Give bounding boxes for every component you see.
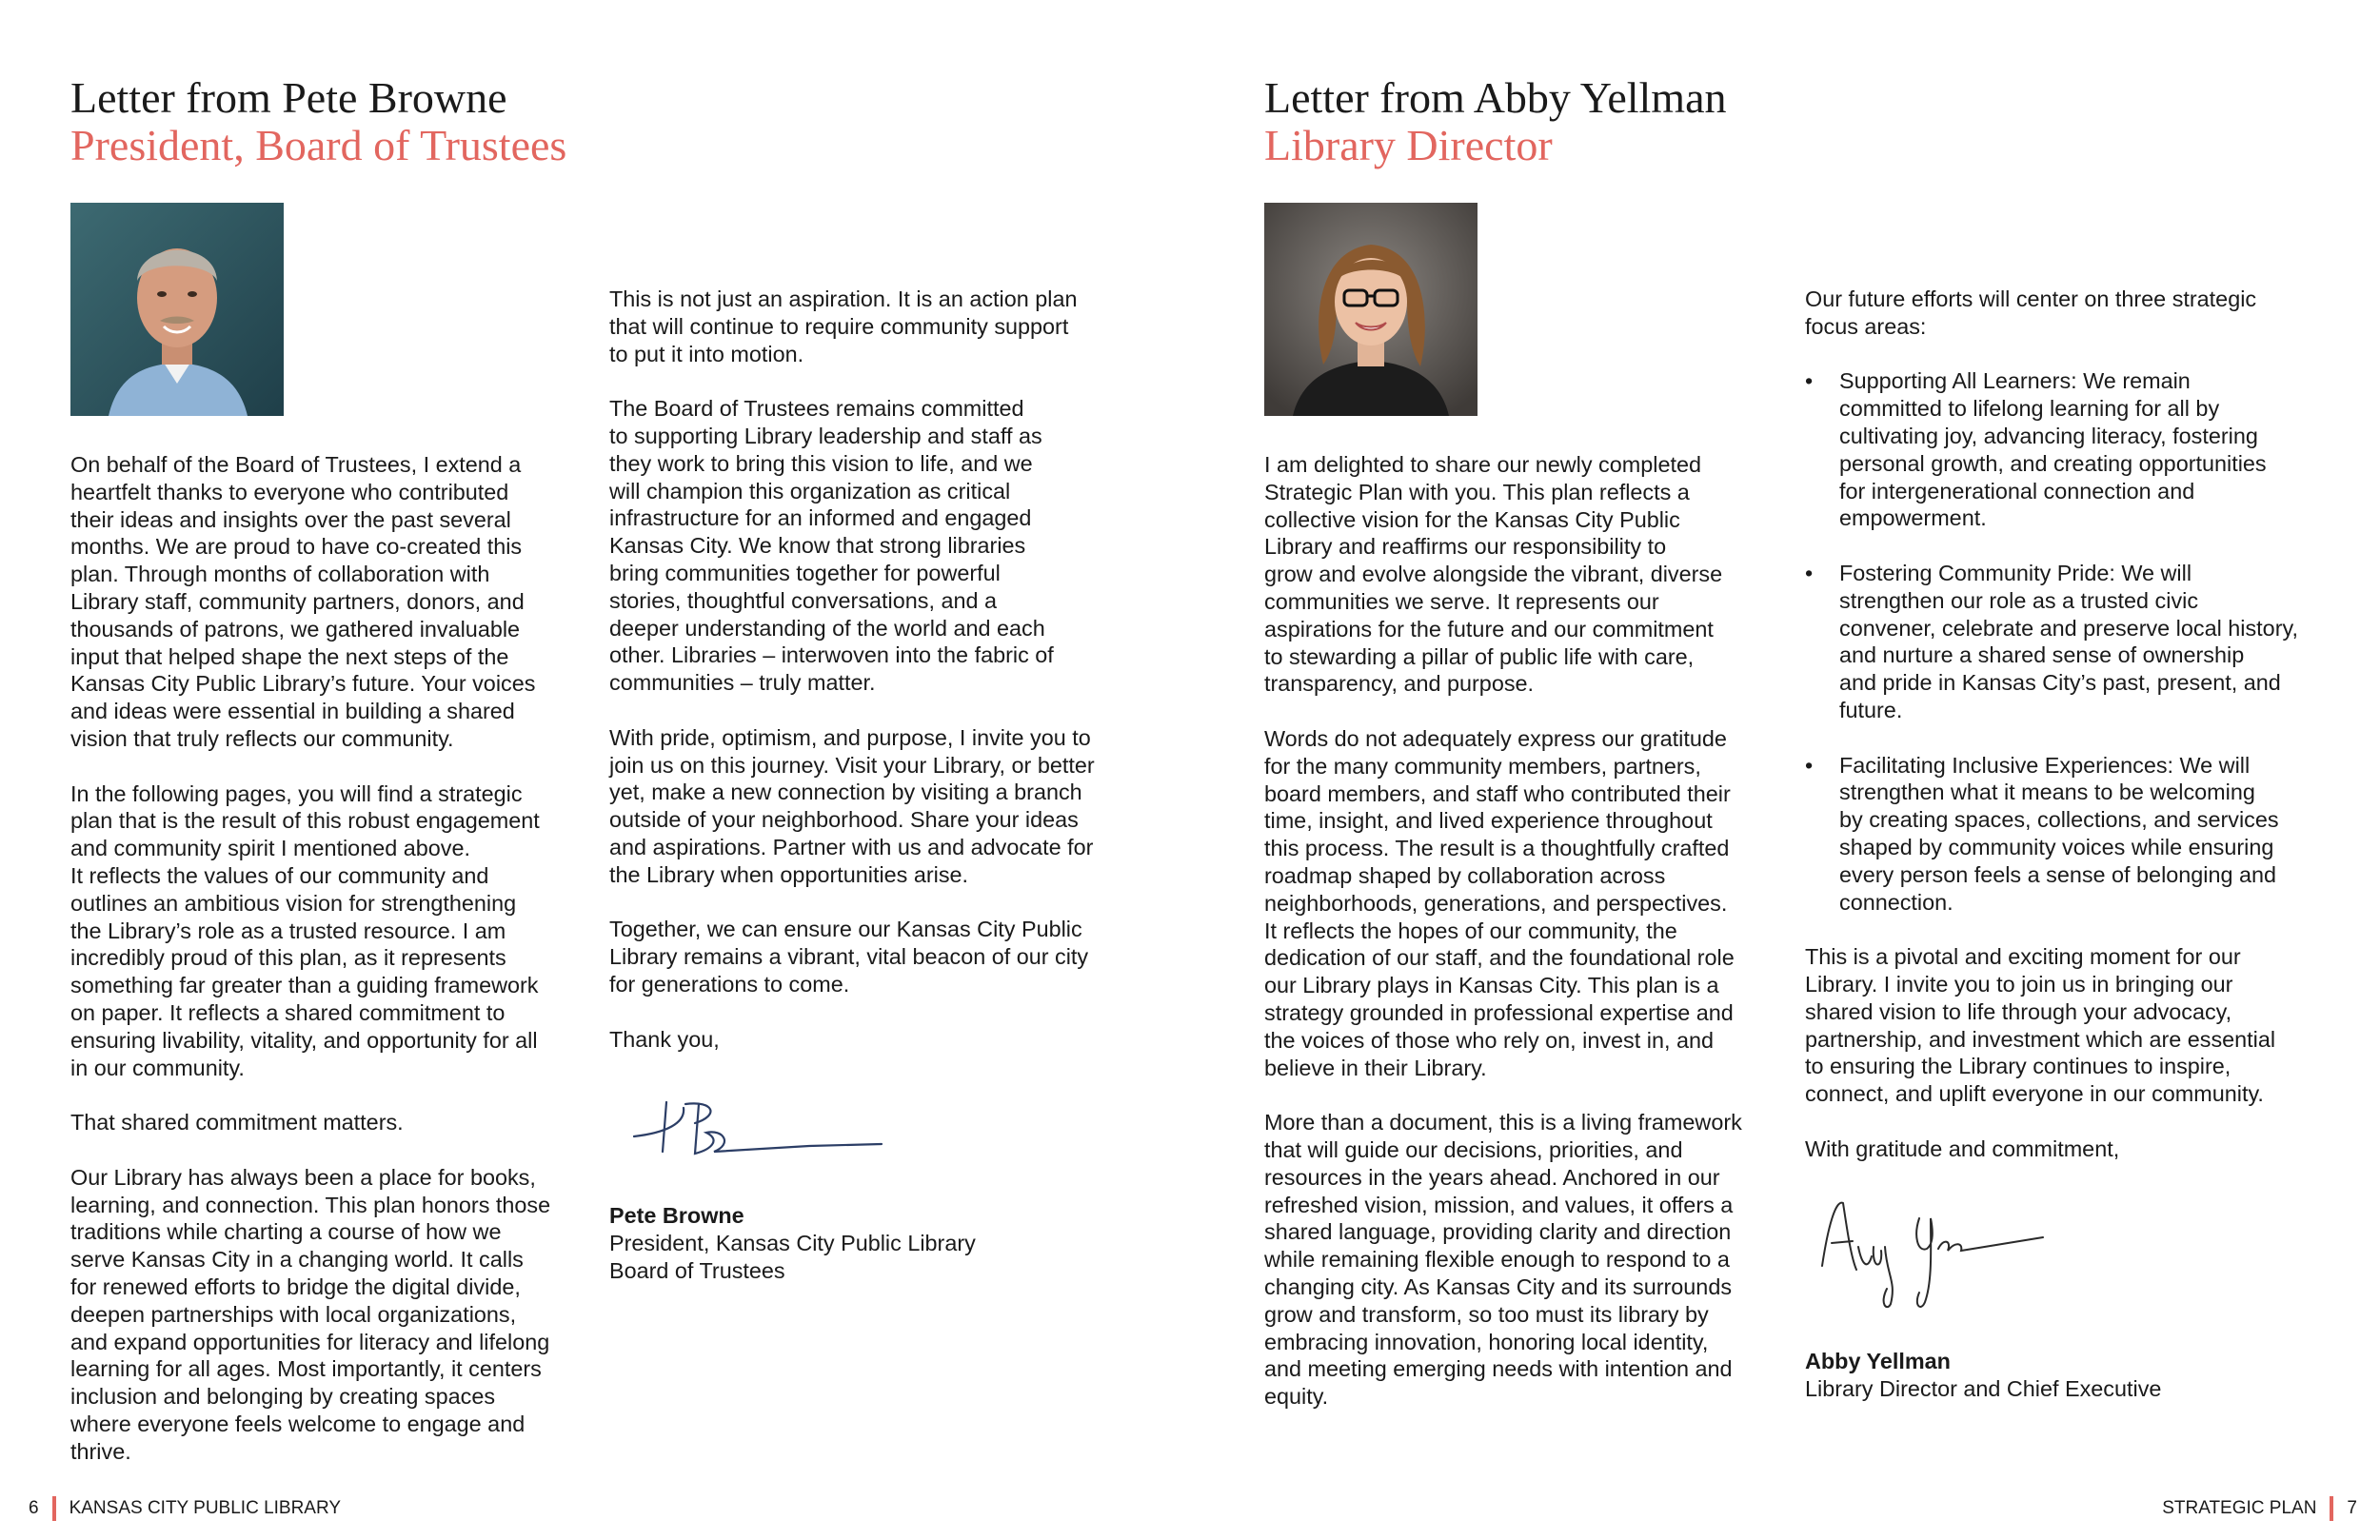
focus-area-item (1805, 560, 2348, 724)
right-letter-heading (1264, 74, 1727, 169)
focus-area-item (1805, 752, 2348, 917)
left-col1-paragraph: On behalf of the Board of Trustees, I extend a heartfelt thanks to everyone who contributed their ideas and insights over the past several months. We are proud to have co-created this plan. Through months of collaboration with Library staff, community partners, donors, and thousands of patrons, we gathered invaluable input that helped shape the next steps of the Kansas City Public Library’s future. Your voices and ideas were essential in building a shared vision that truly reflects our community. (70, 452, 536, 751)
footer-divider (2330, 1496, 2333, 1521)
focus-area-item (1805, 367, 2348, 532)
left-page-number: 6 (29, 1498, 39, 1519)
left-signer-title: Board of Trustees (609, 1257, 785, 1283)
left-col1-paragraph: In the following pages, you will find a strategic plan that is the result of this robust engagement and community spirit I mentioned above. It reflects the values of our community and outlines an ambitious vision for strengthening the Library’s role as a trusted resource. I am incredibly proud of this plan, as it represents something far greater than a guiding framework on paper. It reflects a shared commitment to ensuring livability, vitality, and opportunity for all in our community. (70, 780, 540, 1080)
right-col1-paragraph: More than a document, this is a living framework that will guide our decisions, priorities, and resources in the years ahead. Anchored in our refreshed vision, mission, and values, it offers a shared language, providing clarity and direction while remaining flexible enough to respond to a changing city. As Kansas City and its surrounds grow and transform, so too must its library by embracing innovation, honoring local identity, and meeting emerging needs with intention and equity. (1264, 1110, 1742, 1410)
left-footer (29, 1496, 341, 1521)
left-signer-name: Pete Browne (609, 1203, 744, 1228)
left-col1-paragraph: Our Library has always been a place for books, learning, and connection. This plan honors those traditions while charting a course of how we serve Kansas City in a changing world. It calls for renewed efforts to bridge the digital divide, deepen partnerships with local organizations, and expand opportunities for literacy and lifelong learning for all ages. Most importantly, it centers inclusion and belonging by creating spaces where everyone feels welcome to engage and thrive. (70, 1164, 551, 1464)
left-col2-paragraph: Together, we can ensure our Kansas City Public Library remains a vibrant, vital beacon of our city for generations to come. (609, 917, 1089, 997)
pete-browne-photo (70, 203, 284, 416)
focus-area-text: Fostering Community Pride: We will strengthen our role as a trusted civic convener, celebrate and preserve local history, and nurture a shared sense of ownership and pride in Kansas City’s past, present, and future. (1839, 560, 2298, 722)
focus-area-text: Facilitating Inclusive Experiences: We will strengthen what it means to be welcoming by creating spaces, collections, and services shaped by community voices while ensuring every person feels a sense of belonging and connection. (1839, 752, 2279, 915)
right-footer (2162, 1496, 2357, 1521)
left-heading-name: Letter from Pete Browne (70, 73, 507, 122)
left-col2-paragraph: This is not just an aspiration. It is an action plan that will continue to require community support to put it into motion. (609, 286, 1078, 366)
bullet-icon: • (1805, 752, 1814, 778)
focus-areas-intro: Our future efforts will center on three strategic focus areas: (1805, 286, 2257, 339)
right-col1-paragraph: I am delighted to share our newly completed Strategic Plan with you. This plan reflects a collective vision for the Kansas City Public Library and reaffirms our responsibility to grow and evolve alongside the vibrant, diverse communities we serve. It represents our aspirations for the future and our commitment to stewarding a pillar of public life with care, transparency, and purpose. (1264, 452, 1723, 697)
left-signer-block (609, 1202, 1142, 1284)
bullet-icon: • (1805, 368, 1814, 394)
left-col2-paragraph: With pride, optimism, and purpose, I invite you to join us on this journey. Visit your Library, or better yet, make a new connection by visiting a branch outside of your neighborhood. Share your ideas and aspirations. Partner with us and advocate for the Library when opportunities arise. (609, 724, 1095, 887)
right-heading-name: Letter from Abby Yellman (1264, 73, 1727, 122)
right-column-2 (1805, 286, 2348, 1163)
bullet-icon: • (1805, 560, 1814, 585)
right-footer-label: STRATEGIC PLAN (2162, 1498, 2317, 1519)
right-signer-block (1805, 1348, 2348, 1403)
closing-paragraph: This is a pivotal and exciting moment for our Library. I invite you to join us in bringing our shared vision to life through your advocacy, partnership, and investment which are essential to ensuring the Library continues to inspire, connect, and uplift everyone in our community. (1805, 944, 2276, 1107)
left-column-2 (609, 286, 1142, 1053)
right-column-1 (1264, 451, 1797, 1411)
left-heading-role: President, Board of Trustees (70, 121, 567, 169)
right-signer-title: Library Director and Chief Executive (1805, 1375, 2162, 1401)
abby-yellman-signature (1815, 1190, 2062, 1313)
focus-area-text: Supporting All Learners: We remain committed to lifelong learning for all by cultivating joy, advancing literacy, fostering personal growth, and creating opportunities for intergenerational connection and empowerment. (1839, 368, 2267, 531)
left-column-1 (70, 451, 585, 1465)
left-col1-paragraph: That shared commitment matters. (70, 1110, 404, 1135)
left-col2-paragraph: The Board of Trustees remains committed to supporting Library leadership and staff as they work to bring this vision to life, and we will champion this organization as critical infrastructure for an informed and engaged Kansas City. We know that strong libraries bring communities together for powerful stories, thoughtful conversations, and a deeper understanding of the world and each other. Libraries – interwoven into the fabric of communities – truly matter. (609, 396, 1054, 696)
sign-off: With gratitude and commitment, (1805, 1135, 2120, 1161)
left-letter-heading (70, 74, 566, 169)
abby-yellman-photo (1264, 203, 1478, 416)
pete-browne-signature (628, 1095, 895, 1161)
focus-areas-list (1805, 367, 2348, 916)
right-heading-role: Library Director (1264, 121, 1553, 169)
left-col2-paragraph: Thank you, (609, 1026, 720, 1052)
right-col1-paragraph: Words do not adequately express our gratitude for the many community members, partners, board members, and staff who contributed their time, insight, and lived experience throughout this process. The result is a thoughtfully crafted roadmap shaped by collaboration across neighborhoods, generations, and perspectives. It reflects the hopes of our community, the dedication of our staff, and the foundational role our Library plays in Kansas City. This plan is a strategy grounded in professional expertise and the voices of those who rely on, invest in, and believe in their Library. (1264, 725, 1735, 1080)
left-signer-title: President, Kansas City Public Library (609, 1230, 976, 1255)
footer-divider (52, 1496, 56, 1521)
left-footer-label: KANSAS CITY PUBLIC LIBRARY (69, 1498, 342, 1519)
right-page-number: 7 (2347, 1498, 2357, 1519)
right-signer-name: Abby Yellman (1805, 1349, 1951, 1373)
